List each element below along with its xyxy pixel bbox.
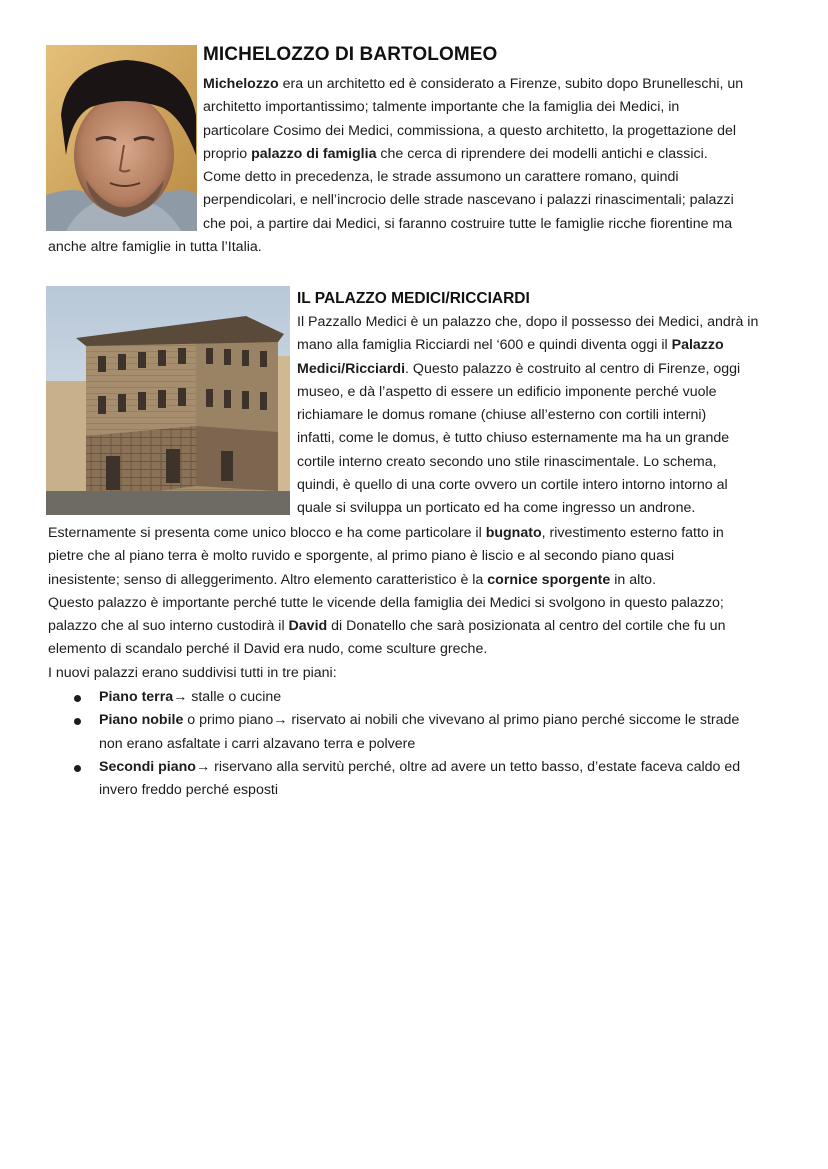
text-run: inesistente; senso di alleggerimento. Altro elemento caratteristico è la	[48, 571, 488, 588]
text-line	[297, 381, 797, 404]
floors-bullet-list	[48, 686, 808, 802]
bold-text-run: Piano nobile	[99, 712, 184, 729]
bold-text-run: bugnato	[485, 525, 542, 541]
text-run: palazzo che al suo interno custodirà il	[48, 618, 289, 635]
text-run: era un architetto ed è considerato a Firenze, subito dopo Brunelleschi, un	[278, 76, 744, 92]
bold-text-run: David	[288, 618, 328, 635]
text-line	[99, 686, 808, 709]
text-run: o primo piano→ riservato ai nobili che vivevano al primo piano perché siccome le strade	[183, 712, 740, 729]
section2-body-paragraph	[48, 522, 808, 685]
bullet-dot-icon	[74, 765, 81, 772]
text-line	[48, 522, 808, 545]
text-line	[203, 143, 793, 166]
bold-text-run: Palazzo	[671, 337, 724, 354]
text-run: di Donatello che sarà posizionata al centro del cortile che fu un	[327, 618, 726, 635]
text-run: → riservano alla servitù perché, oltre ad avere un tetto basso, d’estate faceva caldo ed	[195, 758, 741, 775]
text-run: invero freddo perché esposti	[99, 782, 279, 799]
bold-text-run: palazzo di famiglia	[251, 145, 377, 162]
text-run: . Questo palazzo è costruito al centro di Firenze, oggi	[405, 360, 741, 377]
michelozzo-portrait-image	[46, 45, 197, 231]
text-line	[48, 569, 808, 592]
text-run: quale si sviluppa un porticato ed ha come ingresso un androne.	[297, 500, 696, 517]
text-line	[297, 311, 797, 334]
text-line	[99, 709, 808, 732]
bullet-item	[48, 686, 808, 709]
text-run: architetto importantissimo; talmente importante che la famiglia dei Medici, in	[203, 99, 680, 116]
bullet-item	[48, 756, 808, 803]
text-run: proprio	[203, 145, 252, 162]
text-run: , rivestimento esterno fatto in	[541, 525, 724, 541]
text-run: mano alla famiglia Ricciardi nel ‘600 e quindi diventa oggi il	[297, 337, 672, 354]
text-run: → stalle o cucine	[173, 689, 282, 705]
text-run: infatti, come le domus, è tutto chiuso esternamente ma ha un grande	[297, 430, 730, 447]
text-line	[297, 451, 797, 474]
bold-text-run: Michelozzo	[203, 76, 279, 92]
bullet-item	[48, 709, 808, 756]
text-run: elemento di scandalo perché il David era nudo, come sculture greche.	[48, 641, 488, 658]
text-run: in alto.	[610, 571, 657, 588]
text-line	[99, 779, 808, 802]
section1-paragraph-tail: anche altre famiglie in tutta l’Italia.	[48, 239, 262, 255]
text-line	[297, 358, 797, 381]
section-title-palazzo-medici: IL PALAZZO MEDICI/RICCIARDI	[297, 290, 530, 307]
text-line	[203, 166, 793, 189]
text-run: non erano asfaltate i carri alzavano terra e polvere	[99, 735, 416, 752]
text-line	[203, 96, 793, 119]
text-run: che cerca di riprendere dei modelli antichi e classici.	[376, 145, 708, 162]
section1-paragraph	[203, 73, 793, 236]
text-line	[48, 662, 808, 685]
text-run: cortile interno creato secondo uno stile rinascimentale. Lo schema,	[297, 453, 717, 470]
text-line	[297, 334, 797, 357]
text-run: museo, e dà l’aspetto di essere un edificio imponente perché vuole	[297, 383, 717, 400]
text-line	[297, 404, 797, 427]
text-line	[99, 733, 808, 756]
text-run: quindi, è quello di una corte ovvero un cortile intero intorno intorno al	[297, 477, 728, 494]
section-title-michelozzo: MICHELOZZO DI BARTOLOMEO	[203, 44, 498, 65]
text-run: particolare Cosimo dei Medici, commissiona, a questo architetto, la progettazione del	[203, 122, 737, 139]
text-run: Esternamente si presenta come unico blocco e ha come particolare il	[48, 525, 486, 541]
section2-intro-paragraph	[297, 311, 797, 521]
text-run: I nuovi palazzi erano suddivisi tutti in tre piani:	[48, 664, 337, 681]
bold-text-run: Medici/Ricciardi	[297, 360, 406, 377]
text-line	[297, 427, 797, 450]
text-run: pietre che al piano terra è molto ruvido e sporgente, al primo piano è liscio e al secondo piano quasi	[48, 548, 675, 565]
palazzo-medici-image	[46, 286, 290, 515]
text-line	[48, 615, 808, 638]
bold-text-run: Piano terra	[99, 689, 174, 705]
text-line	[203, 213, 793, 236]
text-line	[203, 120, 793, 143]
text-line	[203, 73, 793, 96]
text-run: perpendicolari, e nell’incrocio delle strade nascevano i palazzi rinascimentali; palazzi	[203, 192, 734, 209]
bullet-dot-icon	[74, 695, 81, 702]
text-run: Questo palazzo è importante perché tutte le vicende della famiglia dei Medici si svolgono in questo palazzo;	[48, 594, 724, 611]
text-line	[48, 592, 808, 615]
text-run: Il Pazzallo Medici è un palazzo che, dopo il possesso dei Medici, andrà in	[297, 314, 759, 330]
text-line	[99, 756, 808, 779]
text-line	[48, 545, 808, 568]
text-run: Come detto in precedenza, le strade assumono un carattere romano, quindi	[203, 169, 679, 186]
bold-text-run: cornice sporgente	[487, 571, 611, 588]
text-line	[297, 497, 797, 520]
text-line	[203, 189, 793, 212]
text-run: che poi, a partire dai Medici, si faranno costruire tutte le famiglie ricche fiorentine ma	[203, 215, 733, 232]
text-line	[297, 474, 797, 497]
text-run: richiamare le domus romane (chiuse all’esterno con cortili interni)	[297, 407, 707, 424]
bold-text-run: Secondi piano	[99, 758, 196, 775]
bullet-dot-icon	[74, 718, 81, 725]
text-line	[48, 638, 808, 661]
